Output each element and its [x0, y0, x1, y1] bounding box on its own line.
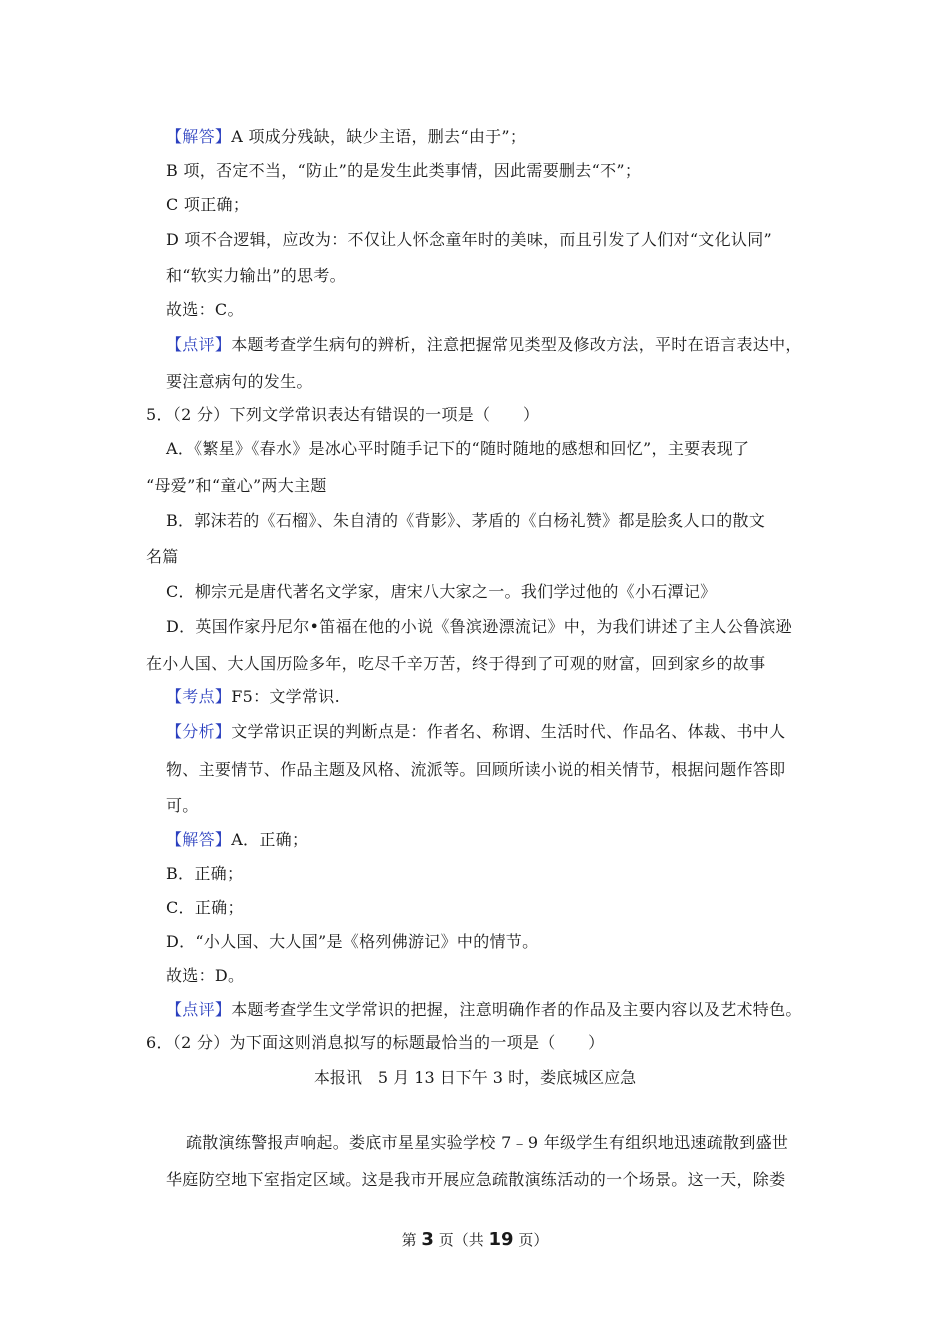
option-b-cont: 名篇: [146, 547, 179, 566]
news-lead: 本报讯 5 月 13 日下午 3 时，娄底城区应急: [313, 1068, 637, 1087]
comment-text: 本题考查学生病句的辨析，注意把握常见类型及修改方法，平时在语言表达中，: [231, 335, 802, 354]
answer-text: A 项成分残缺，缺少主语，删去“由于”；: [231, 127, 527, 146]
comment-line: 要注意病句的发生。: [166, 372, 313, 391]
answer-tag: 【解答】: [166, 830, 232, 849]
answer-line: D 项不合逻辑，应改为：不仅让人怀念童年时的美味，而且引发了人们对“文化认同”: [166, 230, 772, 249]
comment-line: [166, 1000, 802, 1020]
answer-text: A．正确；: [231, 830, 309, 849]
footer-mid: 页（共: [438, 1231, 484, 1249]
analysis-line: 可。: [166, 796, 199, 815]
analysis-line: [166, 722, 785, 742]
option-a-cont: “母爱”和“童心”两大主题: [146, 476, 327, 495]
news-paragraph: 华庭防空地下室指定区域。这是我市开展应急疏散演练活动的一个场景。这一天，除娄: [166, 1170, 786, 1189]
answer-line: C 项正确；: [166, 195, 250, 214]
option-b: B．郭沫若的《石榴》、朱自清的《背影》、茅盾的《白杨礼赞》都是脍炙人口的散文: [166, 511, 766, 530]
answer-line: B．正确；: [166, 864, 244, 883]
answer-tag: 【解答】: [166, 127, 232, 146]
page-number: 3: [421, 1229, 434, 1250]
footer-prefix: 第: [401, 1231, 417, 1249]
choice-line: 故选：D。: [166, 966, 245, 985]
choice-line: 故选：C。: [166, 300, 244, 319]
answer-line: 和“软实力输出”的思考。: [166, 266, 346, 285]
answer-line: [166, 127, 526, 147]
question-stem: 5．（2 分）下列文学常识表达有错误的一项是（ ）: [146, 405, 540, 424]
answer-line: D．“小人国、大人国”是《格列佛游记》中的情节。: [166, 932, 539, 951]
point-tag: 【考点】: [166, 687, 232, 706]
news-paragraph: 疏散演练警报声响起。娄底市星星实验学校 7﹣9 年级学生有组织地迅速疏散到盛世: [186, 1133, 789, 1152]
comment-text: 本题考查学生文学常识的把握，注意明确作者的作品及主要内容以及艺术特色。: [231, 1000, 802, 1019]
analysis-text: 文学常识正误的判断点是：作者名、称谓、生活时代、作品名、体裁、书中人: [231, 722, 786, 741]
comment-line: [166, 335, 802, 355]
comment-tag: 【点评】: [166, 1000, 232, 1019]
answer-line: C．正确；: [166, 898, 244, 917]
question-stem: 6．（2 分）为下面这则消息拟写的标题最恰当的一项是（ ）: [146, 1033, 605, 1052]
page-footer: [0, 1230, 950, 1250]
analysis-tag: 【分析】: [166, 722, 232, 741]
footer-suffix: 页）: [518, 1231, 549, 1249]
option-d: D．英国作家丹尼尔•笛福在他的小说《鲁滨逊漂流记》中，为我们讲述了主人公鲁滨逊: [166, 617, 792, 636]
option-d-cont: 在小人国、大人国历险多年，吃尽千辛万苦，终于得到了可观的财富，回到家乡的故事: [146, 654, 766, 673]
option-c: C．柳宗元是唐代著名文学家，唐宋八大家之一。我们学过他的《小石潭记》: [166, 582, 717, 601]
point-line: [166, 687, 340, 707]
analysis-line: 物、主要情节、作品主题及风格、流派等。回顾所读小说的相关情节，根据问题作答即: [166, 760, 786, 779]
answer-line: [166, 830, 308, 850]
option-a: A．《繁星》《春水》是冰心平时随手记下的“随时随地的感想和回忆”，主要表现了: [166, 439, 750, 458]
answer-line: B 项，否定不当，“防止”的是发生此类事情，因此需要删去“不”；: [166, 161, 642, 180]
point-text: F5：文学常识.: [231, 687, 340, 706]
comment-tag: 【点评】: [166, 335, 232, 354]
page-total: 19: [488, 1229, 514, 1250]
